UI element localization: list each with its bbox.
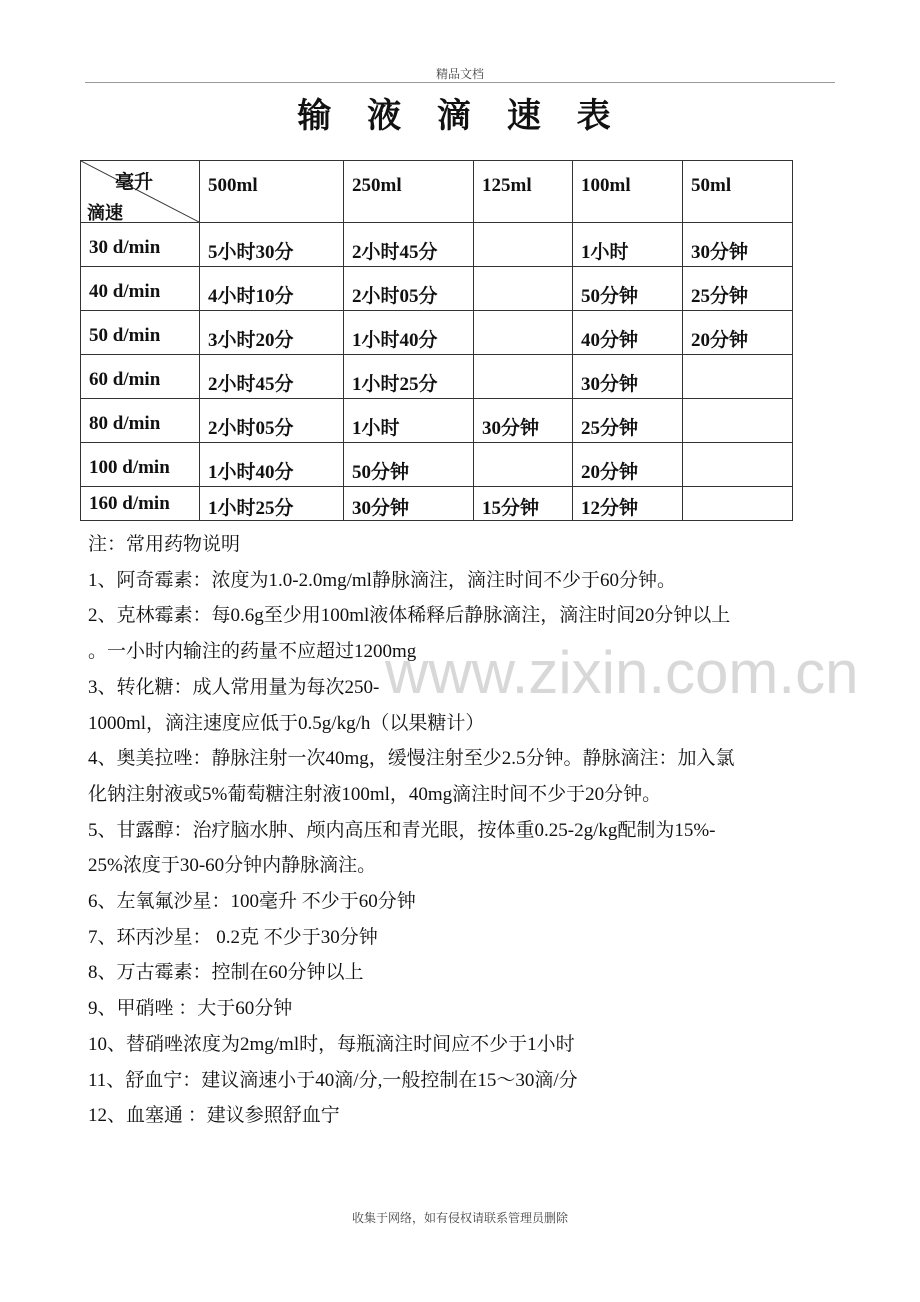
note-line: 11、舒血宁：建议滴速小于40滴/分,一般控制在15～30滴/分 [88, 1069, 578, 1091]
duration-cell: 50分钟 [344, 443, 474, 487]
table-row [81, 443, 793, 487]
watermark-text: www.zixin.com.cn [385, 639, 859, 706]
drip-rate-cell: 50 d/min [81, 311, 200, 355]
duration-cell: 25分钟 [683, 267, 793, 311]
drip-rate-cell: 80 d/min [81, 399, 200, 443]
duration-cell: 25分钟 [573, 399, 683, 443]
note-line: 12、血塞通 ：建议参照舒血宁 [88, 1105, 340, 1127]
duration-cell [683, 487, 793, 521]
table-row [81, 487, 793, 521]
table-row [81, 311, 793, 355]
header-divider [85, 82, 835, 83]
duration-cell: 1小时25分 [200, 487, 344, 521]
note-line: 8、万古霉素：控制在60分钟以上 [88, 962, 364, 984]
document-title: 输 液 滴 速 表 [297, 96, 623, 136]
drip-rate-table [80, 160, 793, 521]
table-row [81, 355, 793, 399]
duration-cell: 12分钟 [573, 487, 683, 521]
note-line: 7、环丙沙星： 0.2克 不少于30分钟 [88, 926, 378, 948]
duration-cell: 5小时30分 [200, 223, 344, 267]
drip-rate-cell: 40 d/min [81, 267, 200, 311]
corner-rate-label: 滴速 [87, 203, 123, 223]
duration-cell: 4小时10分 [200, 267, 344, 311]
note-line: 1、阿奇霉素：浓度为1.0-2.0mg/ml静脉滴注，滴注时间不少于60分钟。 [88, 569, 676, 591]
duration-cell: 2小时45分 [200, 355, 344, 399]
drug-notes-section [88, 527, 833, 1134]
column-header: 125ml [474, 161, 573, 223]
drip-rate-cell: 100 d/min [81, 443, 200, 487]
notes-heading: 注：常用药物说明 [88, 534, 241, 555]
duration-cell: 30分钟 [683, 223, 793, 267]
note-line: 2、克林霉素：每0.6g至少用100ml液体稀释后静脉滴注，滴注时间20分钟以上 [88, 605, 731, 627]
duration-cell: 1小时 [573, 223, 683, 267]
duration-cell [474, 311, 573, 355]
column-header: 500ml [200, 161, 344, 223]
note-line: 化钠注射液或5%葡萄糖注射液100ml，40mg滴注时间不少于20分钟。 [88, 783, 662, 805]
duration-cell: 1小时40分 [200, 443, 344, 487]
duration-cell: 50分钟 [573, 267, 683, 311]
duration-cell: 30分钟 [573, 355, 683, 399]
column-header: 250ml [344, 161, 474, 223]
note-line: 4、奥美拉唑：静脉注射一次40mg，缓慢注射至少2.5分钟。静脉滴注：加入氯 [88, 748, 735, 770]
duration-cell: 1小时25分 [344, 355, 474, 399]
note-line: 3、转化糖：成人常用量为每次250- [88, 676, 380, 698]
table-row [81, 223, 793, 267]
note-line: 。一小时内输注的药量不应超过1200mg [88, 641, 417, 663]
column-header: 50ml [683, 161, 793, 223]
note-line: 10、替硝唑浓度为2mg/ml时，每瓶滴注时间应不少于1小时 [88, 1033, 575, 1055]
duration-cell: 2小时45分 [344, 223, 474, 267]
duration-cell: 40分钟 [573, 311, 683, 355]
corner-volume-label: 毫升 [115, 171, 154, 193]
page-header-label: 精品文档 [435, 67, 484, 81]
duration-cell: 3小时20分 [200, 311, 344, 355]
note-line: 1000ml，滴注速度应低于0.5g/kg/h（以果糖计） [88, 712, 485, 734]
column-header: 100ml [573, 161, 683, 223]
duration-cell [474, 223, 573, 267]
duration-cell [474, 443, 573, 487]
duration-cell: 30分钟 [474, 399, 573, 443]
duration-cell: 20分钟 [683, 311, 793, 355]
note-line: 9、甲硝唑 ：大于60分钟 [88, 998, 293, 1020]
duration-cell: 1小时 [344, 399, 474, 443]
duration-cell [474, 355, 573, 399]
duration-cell: 15分钟 [474, 487, 573, 521]
drip-rate-cell: 160 d/min [81, 487, 200, 521]
note-line: 25%浓度于30-60分钟内静脉滴注。 [88, 855, 377, 877]
table-corner-cell [81, 161, 200, 223]
duration-cell: 30分钟 [344, 487, 474, 521]
duration-cell: 2小时05分 [344, 267, 474, 311]
duration-cell [683, 443, 793, 487]
table-header-row [81, 161, 793, 223]
drip-rate-cell: 60 d/min [81, 355, 200, 399]
note-line: 6、左氧氟沙星：100毫升 不少于60分钟 [88, 891, 416, 913]
table-row [81, 267, 793, 311]
drip-rate-cell: 30 d/min [81, 223, 200, 267]
page-footer-label: 收集于网络，如有侵权请联系管理员删除 [351, 1211, 568, 1225]
table-row [81, 399, 793, 443]
duration-cell: 2小时05分 [200, 399, 344, 443]
notes-list [88, 563, 833, 1134]
duration-cell [474, 267, 573, 311]
duration-cell [683, 355, 793, 399]
duration-cell: 1小时40分 [344, 311, 474, 355]
duration-cell [683, 399, 793, 443]
note-line: 5、甘露醇：治疗脑水肿、颅内高压和青光眼，按体重0.25-2g/kg配制为15%- [88, 819, 716, 841]
duration-cell: 20分钟 [573, 443, 683, 487]
